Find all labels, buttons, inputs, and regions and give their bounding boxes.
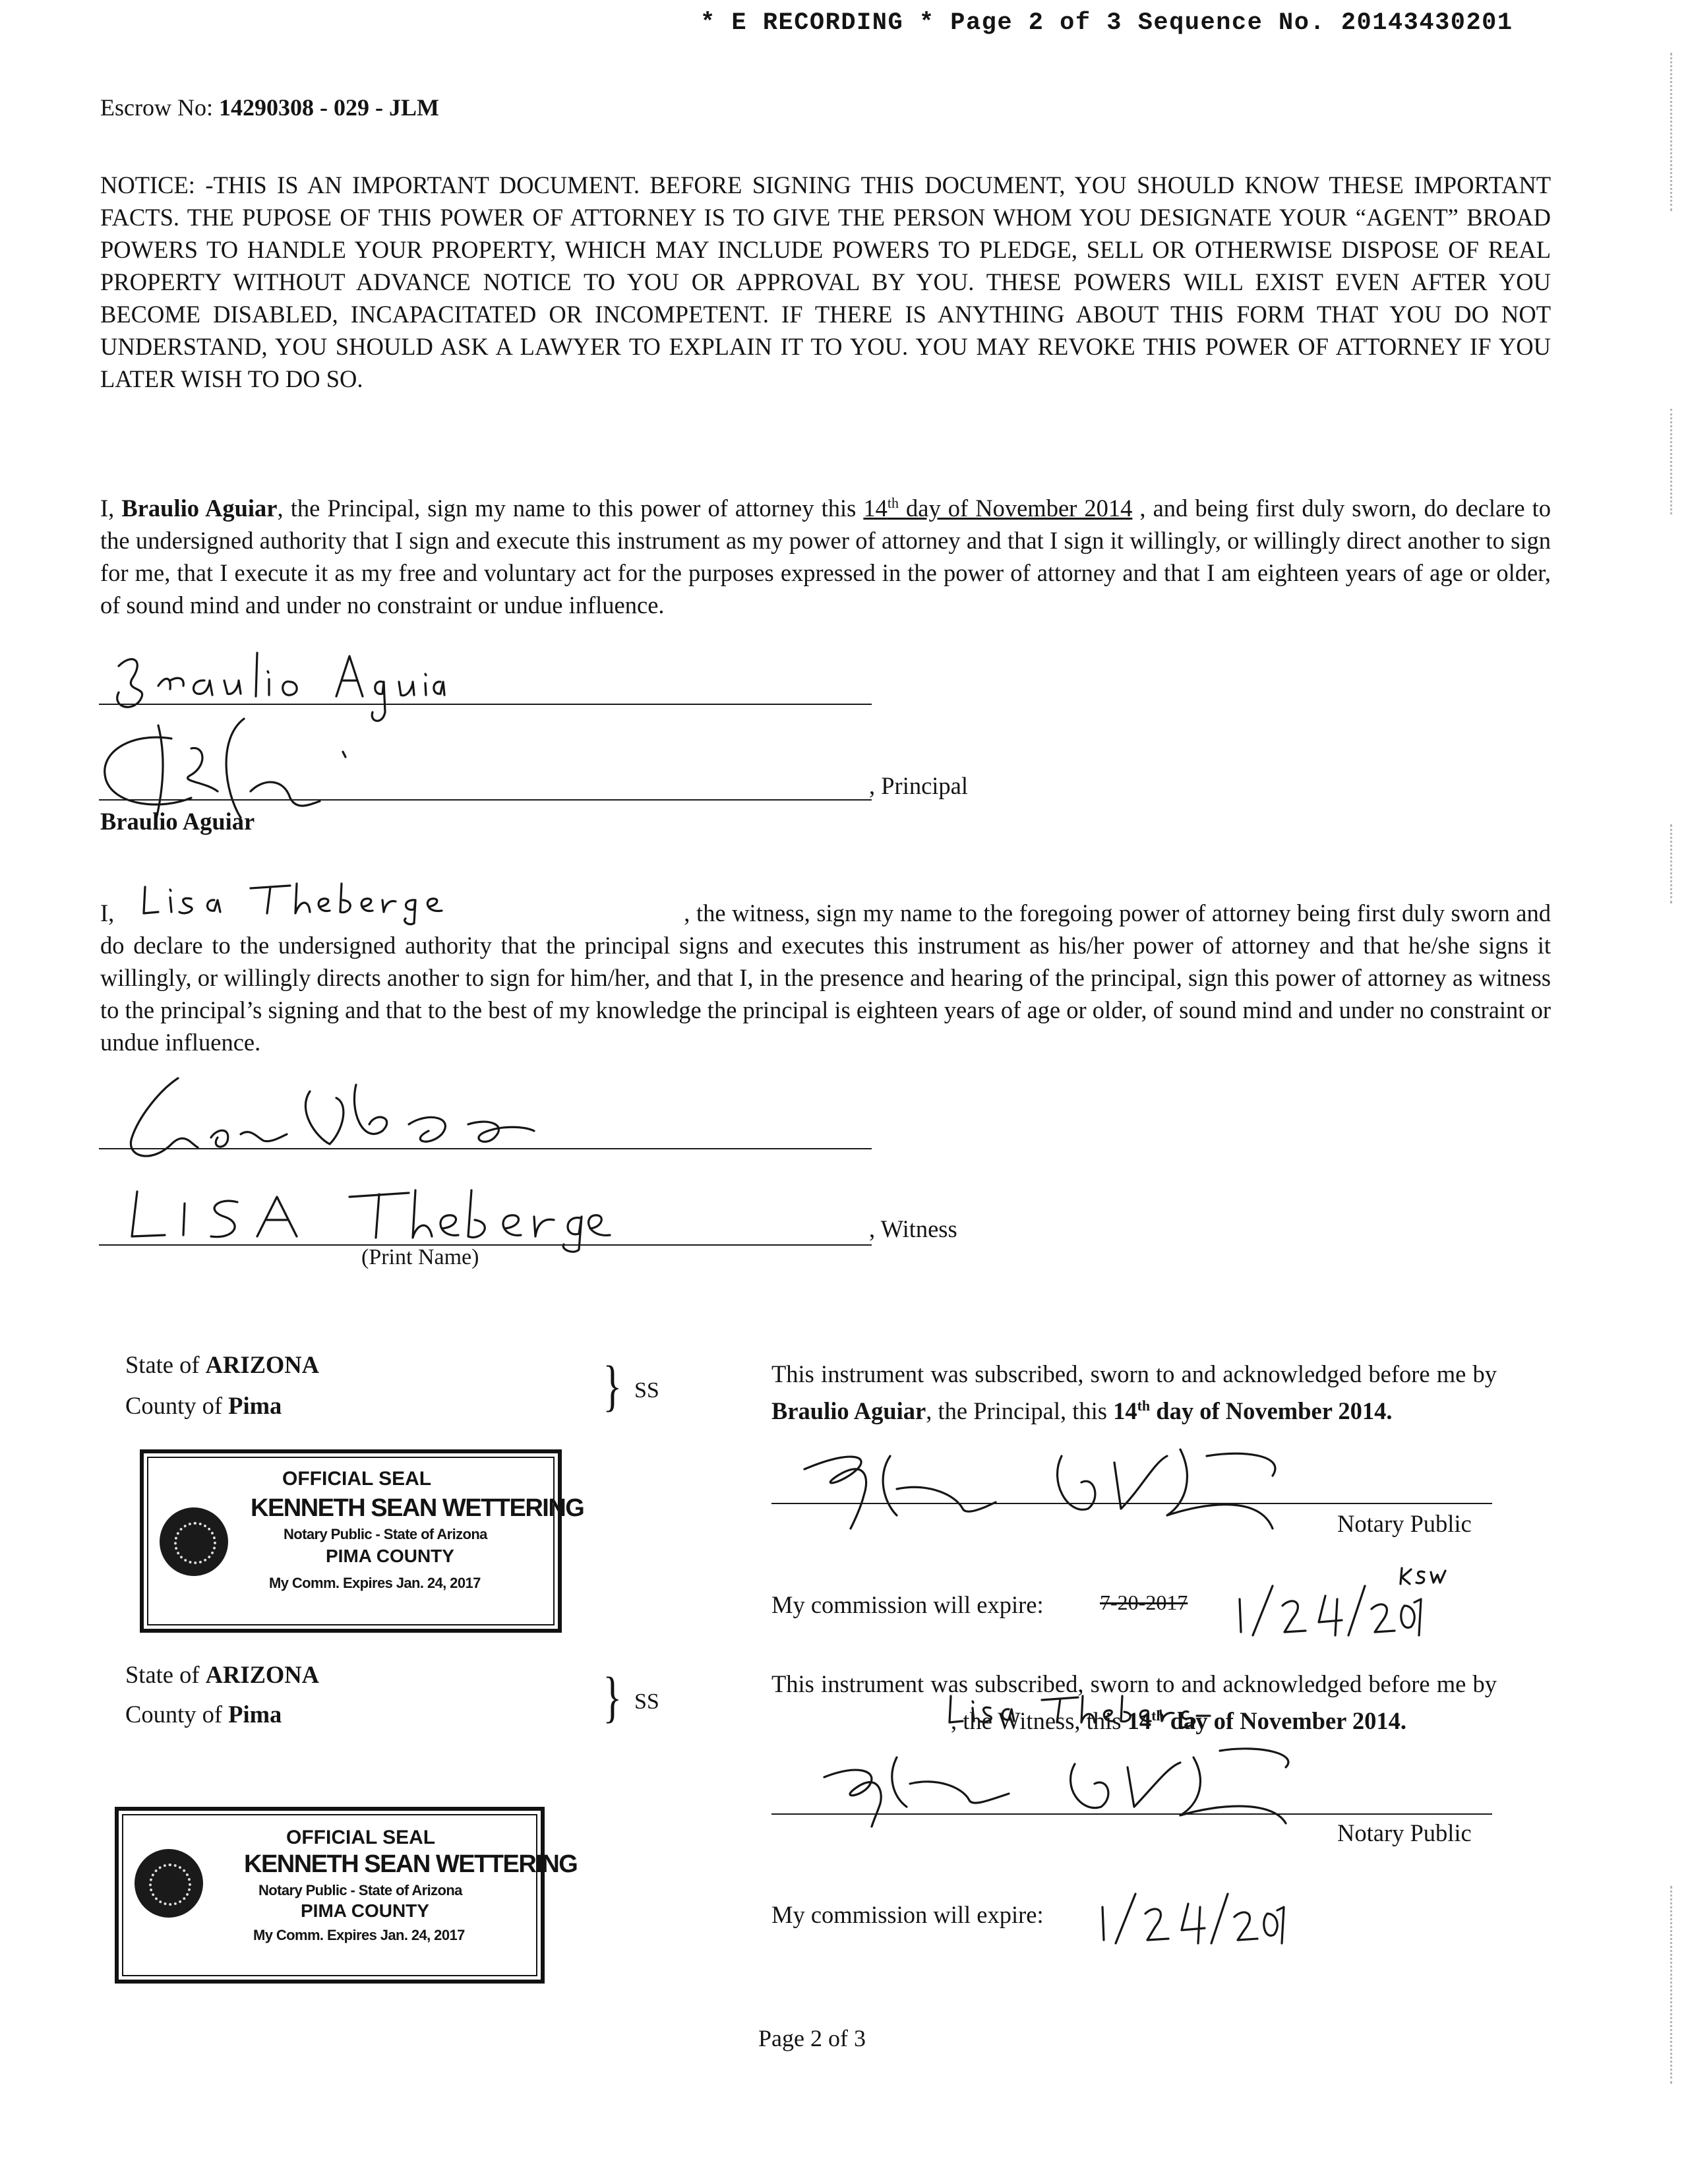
seal2-line1: Notary Public - State of Arizona (258, 1882, 462, 1898)
principal-name: Braulio Aguiar (121, 495, 278, 522)
seal2-line2: PIMA COUNTY (301, 1900, 429, 1921)
ack1-line1: This instrument was subscribed, sworn to and acknowledged before me by (771, 1360, 1497, 1387)
ack2-notary-label: Notary Public (1337, 1819, 1472, 1846)
principal-signature-line (99, 799, 872, 801)
escrow-number (100, 94, 439, 121)
ack1-commission-handwritten (1226, 1579, 1424, 1639)
ack2-commission-label: My commission will expire: (771, 1901, 1044, 1928)
scan-edge (1670, 824, 1676, 903)
seal1-line2: PIMA COUNTY (326, 1546, 454, 1566)
ack2-brace: } (603, 1665, 622, 1728)
principal-statement (100, 487, 1551, 621)
ack2-state-label: State of (125, 1661, 206, 1688)
witness-signature (99, 1065, 560, 1177)
ack2-state-value: ARIZONA (205, 1661, 320, 1688)
notary-seal-2 (115, 1807, 578, 1984)
ack2-commission-handwritten (1089, 1887, 1287, 1947)
witness-print-line (99, 1244, 872, 1246)
escrow-label: Escrow No: (100, 94, 219, 121)
principal-part2: , and being first duly sworn, do declare to the undersigned authority that I sign and execute this instrument as my power of attorney and that I sign it willingly, or willingly direct another to sign for me, that I execute it as my free and voluntary act for the purposes expressed in the power of attorney and that I am eighteen years of age or older, of sound mind and under no constraint or undue influence. (100, 495, 1552, 619)
seal2-title: OFFICIAL SEAL (286, 1827, 436, 1848)
ack2-day-suffix: th (1151, 1707, 1164, 1724)
principal-part1: , the Principal, sign my name to this power of attorney this (277, 495, 864, 522)
principal-day: 14 (863, 495, 888, 522)
ack1-day-suffix: th (1137, 1397, 1151, 1414)
ack1-line2: , the Principal, this (926, 1397, 1114, 1425)
ack1-notary-line (771, 1503, 1492, 1504)
ack1-notary-signature (798, 1436, 1286, 1548)
seal1-name: KENNETH SEAN WETTERING (251, 1494, 584, 1522)
arizona-seal-emblem (160, 1507, 228, 1576)
principal-day-suffix: th (887, 495, 899, 511)
ack1-ss: SS (634, 1378, 659, 1403)
ack1-state (125, 1350, 319, 1379)
ack2-county (125, 1700, 282, 1728)
witness-role-label: , Witness (869, 1215, 957, 1242)
principal-intro: I, (100, 495, 122, 522)
ack1-commission-label: My commission will expire: (771, 1591, 1044, 1618)
notary-seal-1 (140, 1449, 584, 1633)
ack2-ss: SS (634, 1689, 659, 1714)
principal-role-label: , Principal (869, 772, 969, 799)
ack2-county-label: County of (125, 1701, 229, 1728)
scan-edge (1670, 409, 1676, 514)
seal1-line3: My Comm. Expires Jan. 24, 2017 (269, 1575, 481, 1591)
seal1-title: OFFICIAL SEAL (282, 1468, 432, 1490)
ack1-notary-label: Notary Public (1337, 1510, 1472, 1537)
principal-name-line (99, 704, 872, 705)
ack2-day: 14 (1127, 1707, 1152, 1735)
ack1-county-label: County of (125, 1392, 229, 1419)
seal2-line3: My Comm. Expires Jan. 24, 2017 (253, 1927, 465, 1943)
ack1-commission-struck: 7-20-2017 (1100, 1591, 1188, 1614)
recording-header: * E RECORDING * Page 2 of 3 Sequence No. 20143430201 (700, 9, 1513, 37)
ack2-witness-handwritten-name (943, 1689, 1220, 1736)
ack1-text (771, 1358, 1497, 1427)
ack2-line2: , the Witness, this (951, 1707, 1128, 1735)
scan-edge (1670, 1886, 1676, 2084)
ack1-state-label: State of (125, 1351, 206, 1378)
ack1-line3: day of November 2014. (1150, 1397, 1393, 1425)
principal-date-rest: day of November 2014 (898, 495, 1133, 522)
ack2-notary-line (771, 1813, 1492, 1815)
ack2-state (125, 1660, 319, 1689)
ack1-name: Braulio Aguiar (771, 1397, 926, 1425)
principal-date (863, 495, 1132, 522)
print-name-caption: (Print Name) (361, 1245, 479, 1269)
seal1-line1: Notary Public - State of Arizona (284, 1526, 487, 1542)
witness-signature-line (99, 1148, 872, 1149)
witness-statement (100, 897, 1551, 1058)
ack1-state-value: ARIZONA (205, 1351, 320, 1378)
arizona-seal-emblem (135, 1849, 203, 1918)
ack1-initials (1397, 1563, 1449, 1589)
ack2-line1: This instrument was subscribed, sworn to and acknowledged before me by (771, 1670, 1497, 1697)
principal-printed-name: Braulio Aguiar (100, 808, 255, 835)
page-number: Page 2 of 3 (758, 2025, 866, 2051)
ack2-county-value: Pima (228, 1701, 282, 1728)
seal2-name: KENNETH SEAN WETTERING (244, 1850, 578, 1878)
ack1-county-value: Pima (228, 1392, 282, 1419)
witness-intro: I, (100, 899, 115, 926)
ack1-brace: } (603, 1354, 622, 1417)
ack2-line3: day of November 2014. (1164, 1707, 1406, 1735)
ack2-notary-signature (811, 1738, 1299, 1836)
witness-statement-text: , the witness, sign my name to the foregoing power of attorney being first duly sworn and do declare to the undersigned authority that the principal signs and executes this instrument as his/her power of attorney and that he/she signs it willingly, or willingly directs another to sign for him/her, and that I, in the presence and hearing of the principal, sign this power of attorney as witness to the principal’s signing and that to the best of my knowledge the principal is eighteen years of age or older, of sound mind and under no constraint or undue influence. (100, 899, 1551, 1056)
scan-edge (1670, 53, 1676, 211)
ack1-day: 14 (1113, 1397, 1137, 1425)
escrow-value: 14290308 - 029 - JLM (218, 94, 439, 121)
notice-paragraph: NOTICE: -THIS IS AN IMPORTANT DOCUMENT. BEFORE SIGNING THIS DOCUMENT, YOU SHOULD KNOW THESE IMPORTANT FACTS. THE PUPOSE OF THIS POWER OF ATTORNEY IS TO GIVE THE PERSON WHOM YOU DESIGNATE YOUR “AGENT” BROAD POWERS TO HANDLE YOUR PROPERTY, WHICH MAY INCLUDE POWERS TO PLEDGE, SELL OR OTHERWISE DISPOSE OF REAL PROPERTY WITHOUT ADVANCE NOTICE TO YOU OR APPROVAL BY YOU. THESE POWERS WILL EXIST EVEN AFTER YOU BECOME DISABLED, INCAPACITATED OR INCOMPETENT. IF THERE IS ANYTHING ABOUT THIS FORM THAT YOU DO NOT UNDERSTAND, YOU SHOULD ASK A LAWYER TO EXPLAIN IT TO YOU. YOU MAY REVOKE THIS POWER OF ATTORNEY IF YOU LATER WISH TO DO SO. (100, 171, 1551, 392)
ack1-county (125, 1391, 282, 1420)
